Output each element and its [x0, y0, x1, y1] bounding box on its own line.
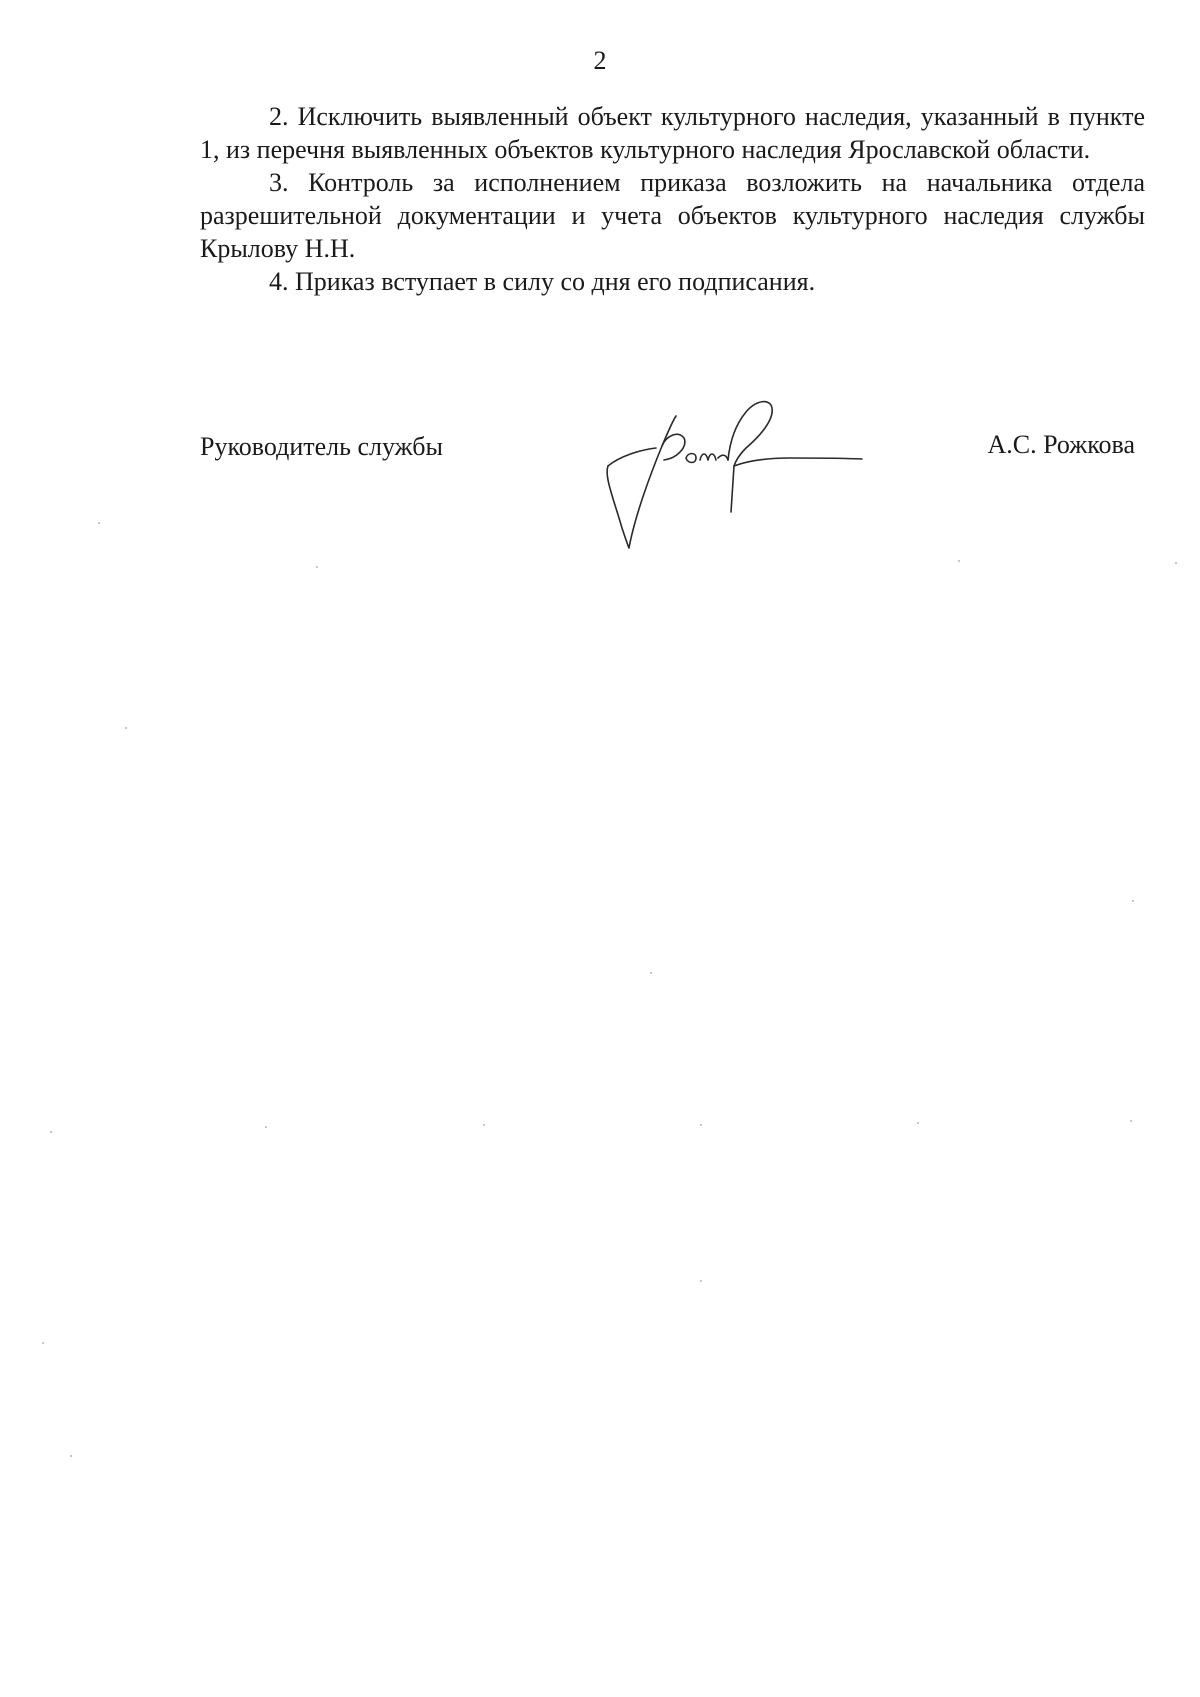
- page-number: 2: [593, 46, 607, 75]
- paragraph-control: 3. Контроль за исполнением приказа возложить на начальника отдела разрешительной документации и учета объектов культурного наследия службы Крылову Н.Н.: [200, 168, 1145, 263]
- signatory-position: Руководитель службы: [200, 432, 443, 461]
- scan-speck: [125, 727, 127, 729]
- scan-speck: [316, 566, 318, 568]
- paragraph-exclude-object: 2. Исключить выявленный объект культурного наследия, указанный в пункте 1, из перечня выявленных объектов культурного наследия Ярославской области.: [200, 102, 1145, 164]
- scan-speck: [917, 1122, 919, 1124]
- scan-speck: [700, 1280, 702, 1282]
- scan-speck: [98, 522, 100, 524]
- scan-speck: [650, 972, 652, 974]
- signatory-name: А.С. Рожкова: [987, 430, 1135, 459]
- scan-speck: [50, 1131, 52, 1133]
- paragraph-effective-date: 4. Приказ вступает в силу со дня его подписания.: [269, 267, 816, 296]
- signature-block: [200, 400, 1145, 560]
- scan-speck: [42, 1342, 44, 1344]
- scan-speck: [958, 560, 960, 562]
- scan-speck: [265, 1126, 267, 1128]
- handwritten-signature: [600, 400, 890, 550]
- scan-speck: [1130, 1120, 1132, 1122]
- scan-speck: [700, 1124, 702, 1126]
- scan-speck: [1175, 562, 1177, 564]
- scan-speck: [70, 1455, 72, 1457]
- scan-speck: [1132, 900, 1134, 902]
- scan-speck: [483, 1124, 485, 1126]
- document-body: [200, 100, 1145, 298]
